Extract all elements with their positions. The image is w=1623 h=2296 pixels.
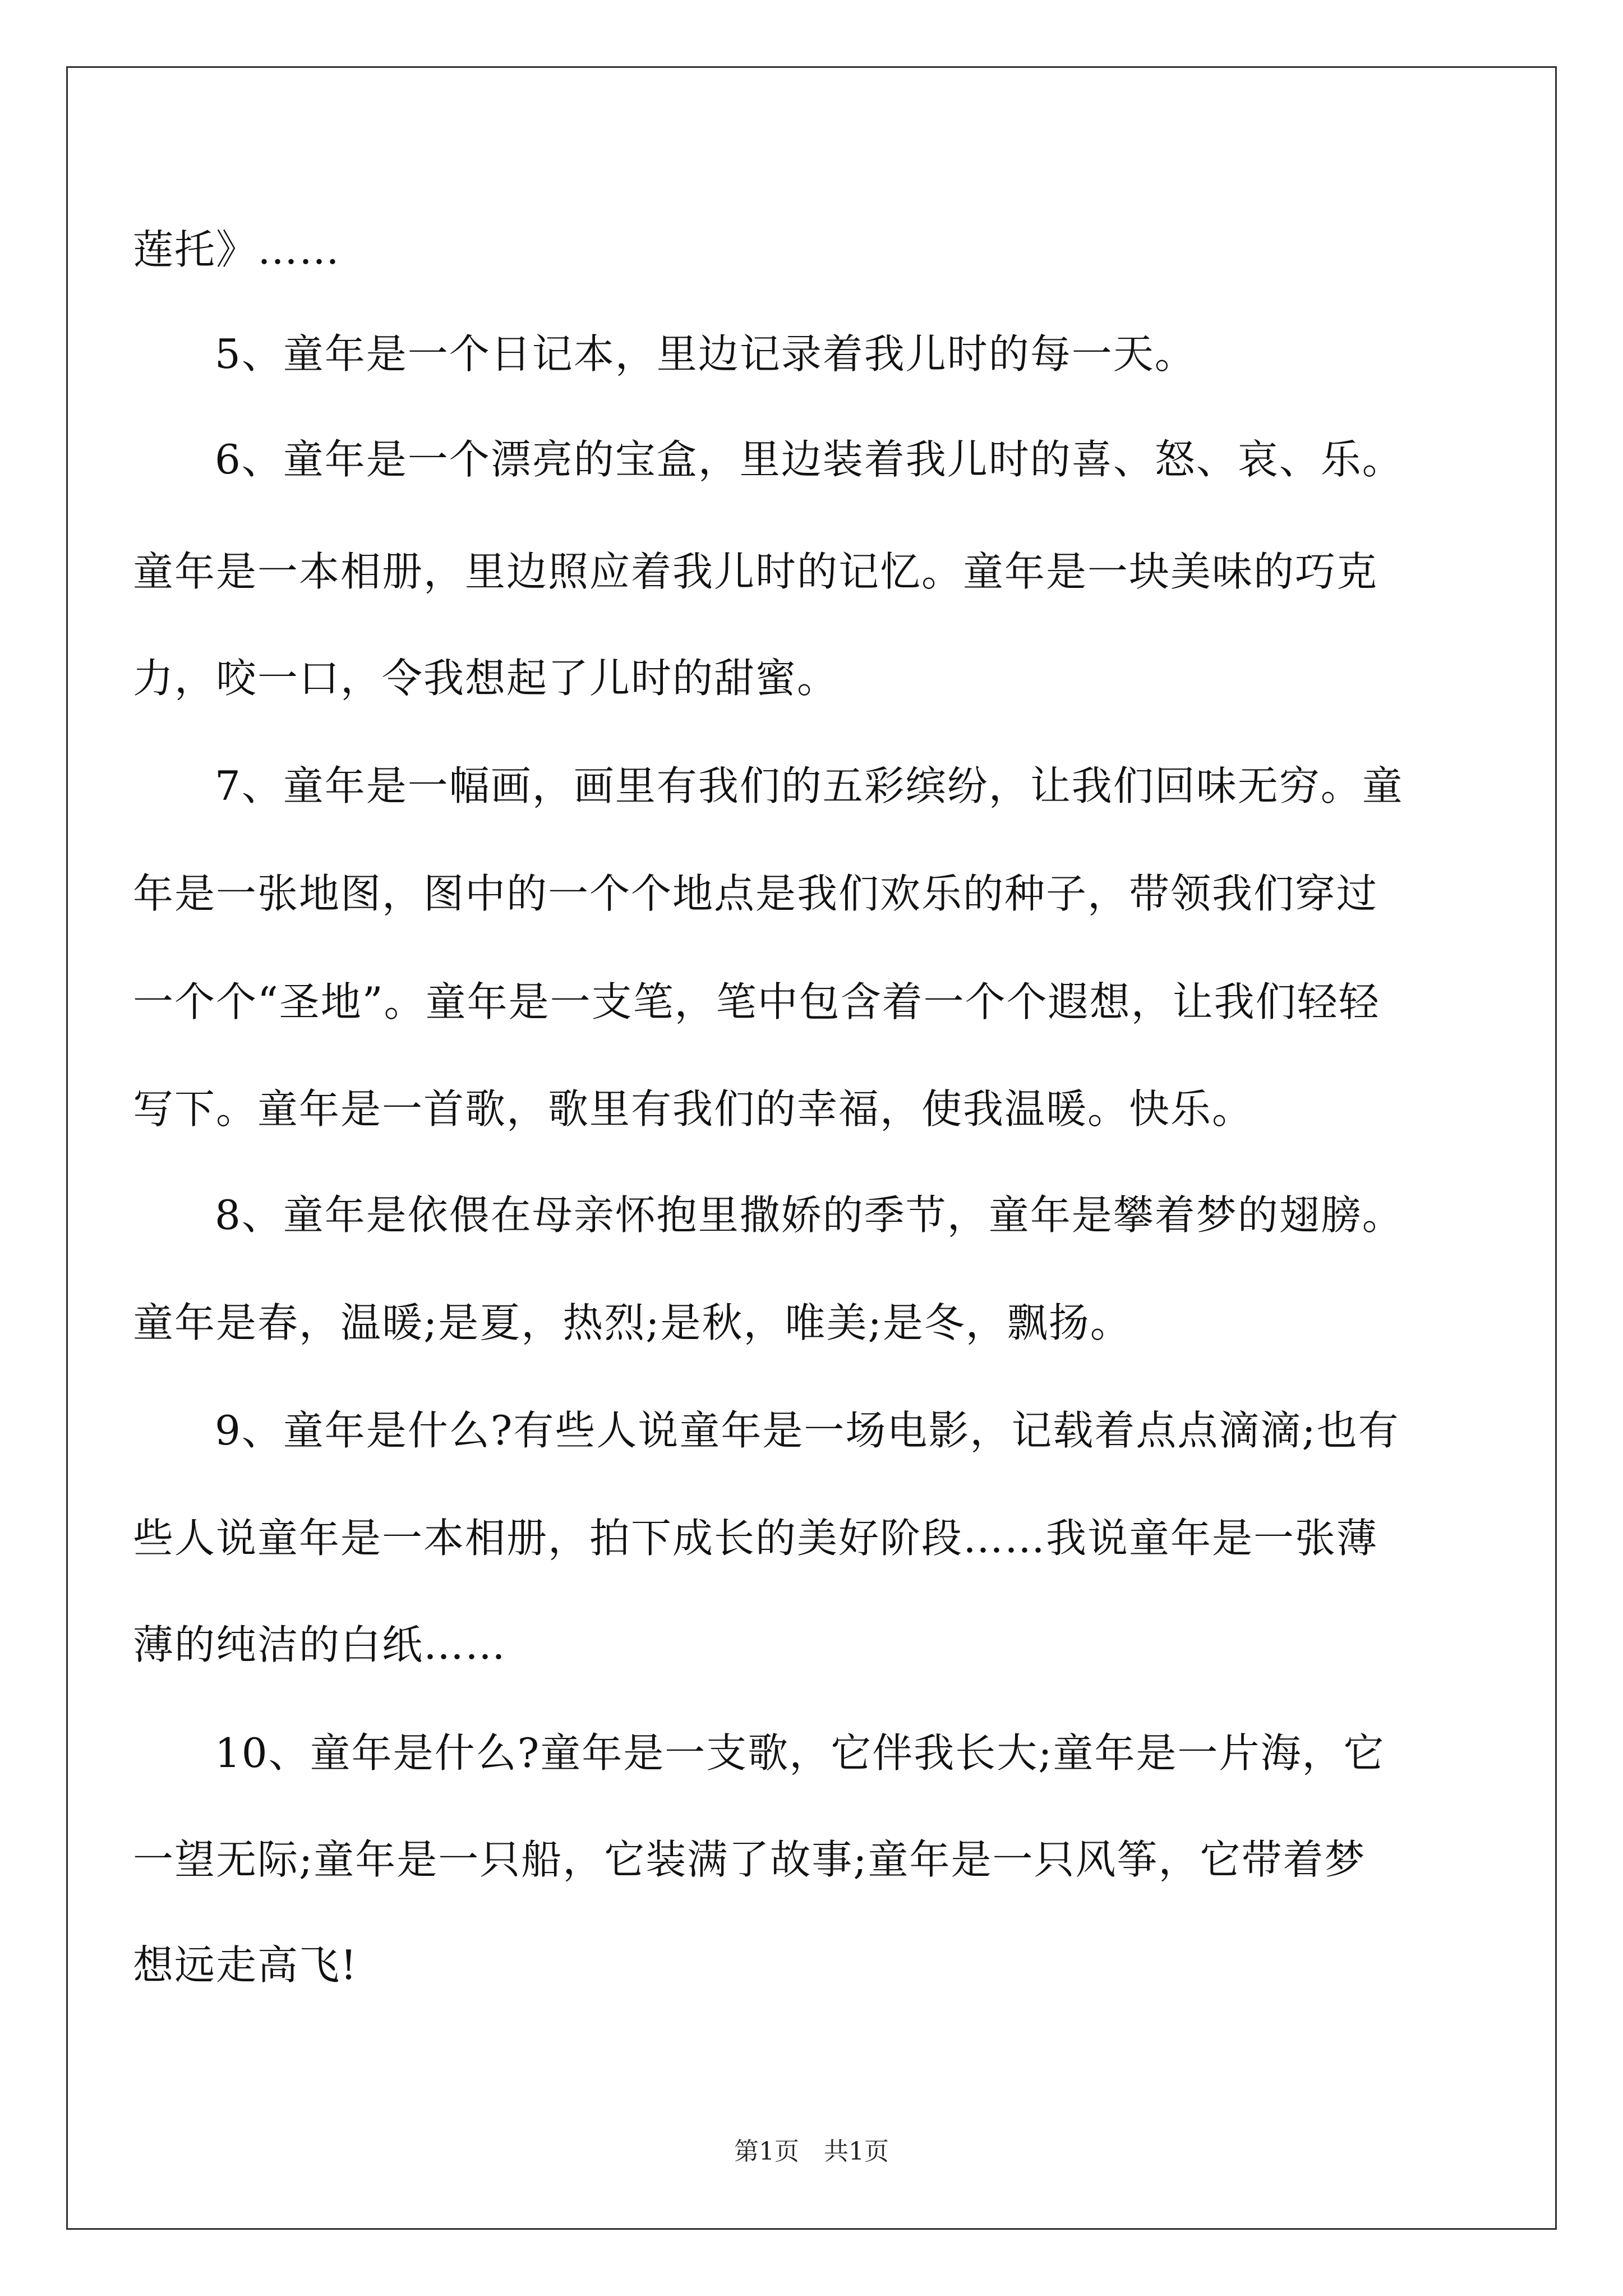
text-line-6: 7、童年是一幅画，画里有我们的五彩缤纷，让我们回味无穷。童 — [215, 762, 1404, 809]
text-line-17: 想远走高飞! — [133, 1941, 358, 1989]
text-line-5: 力，咬一口，令我想起了儿时的甜蜜。 — [133, 655, 839, 702]
text-line-1: 莲托》…… — [133, 226, 341, 273]
text-line-2: 5、童年是一个日记本，里边记录着我儿时的每一天。 — [215, 330, 1196, 378]
text-line-10: 8、童年是依偎在母亲怀抱里撒娇的季节，童年是攀着梦的翅膀。 — [215, 1191, 1404, 1239]
text-line-7: 年是一张地图，图中的一个个地点是我们欢乐的种子，带领我们穿过 — [133, 870, 1378, 917]
text-line-4: 童年是一本相册，里边照应着我儿时的记忆。童年是一块美味的巧克 — [133, 548, 1378, 595]
text-line-9: 写下。童年是一首歌，歌里有我们的幸福，使我温暖。快乐。 — [133, 1085, 1254, 1133]
text-line-16: 一望无际;童年是一只船，它装满了故事;童年是一只风筝，它带着梦 — [133, 1836, 1366, 1883]
text-line-3: 6、童年是一个漂亮的宝盒，里边装着我儿时的喜、怒、哀、乐。 — [215, 436, 1404, 483]
page-number-footer: 第1页 共1页 — [734, 2137, 889, 2166]
text-line-12: 9、童年是什么?有些人说童年是一场电影，记载着点点滴滴;也有 — [215, 1407, 1400, 1454]
text-line-14: 薄的纯洁的白纸…… — [133, 1621, 507, 1668]
text-line-13: 些人说童年是一本相册，拍下成长的美好阶段……我说童年是一张薄 — [133, 1515, 1378, 1562]
page-border — [66, 66, 1557, 2230]
text-line-8: 一个个“圣地”。童年是一支笔，笔中包含着一个个遐想，让我们轻轻 — [133, 978, 1380, 1025]
text-line-15: 10、童年是什么?童年是一支歌，它伴我长大;童年是一片海，它 — [215, 1729, 1385, 1777]
text-line-11: 童年是春，温暖;是夏，热烈;是秋，唯美;是冬，飘扬。 — [133, 1299, 1132, 1346]
